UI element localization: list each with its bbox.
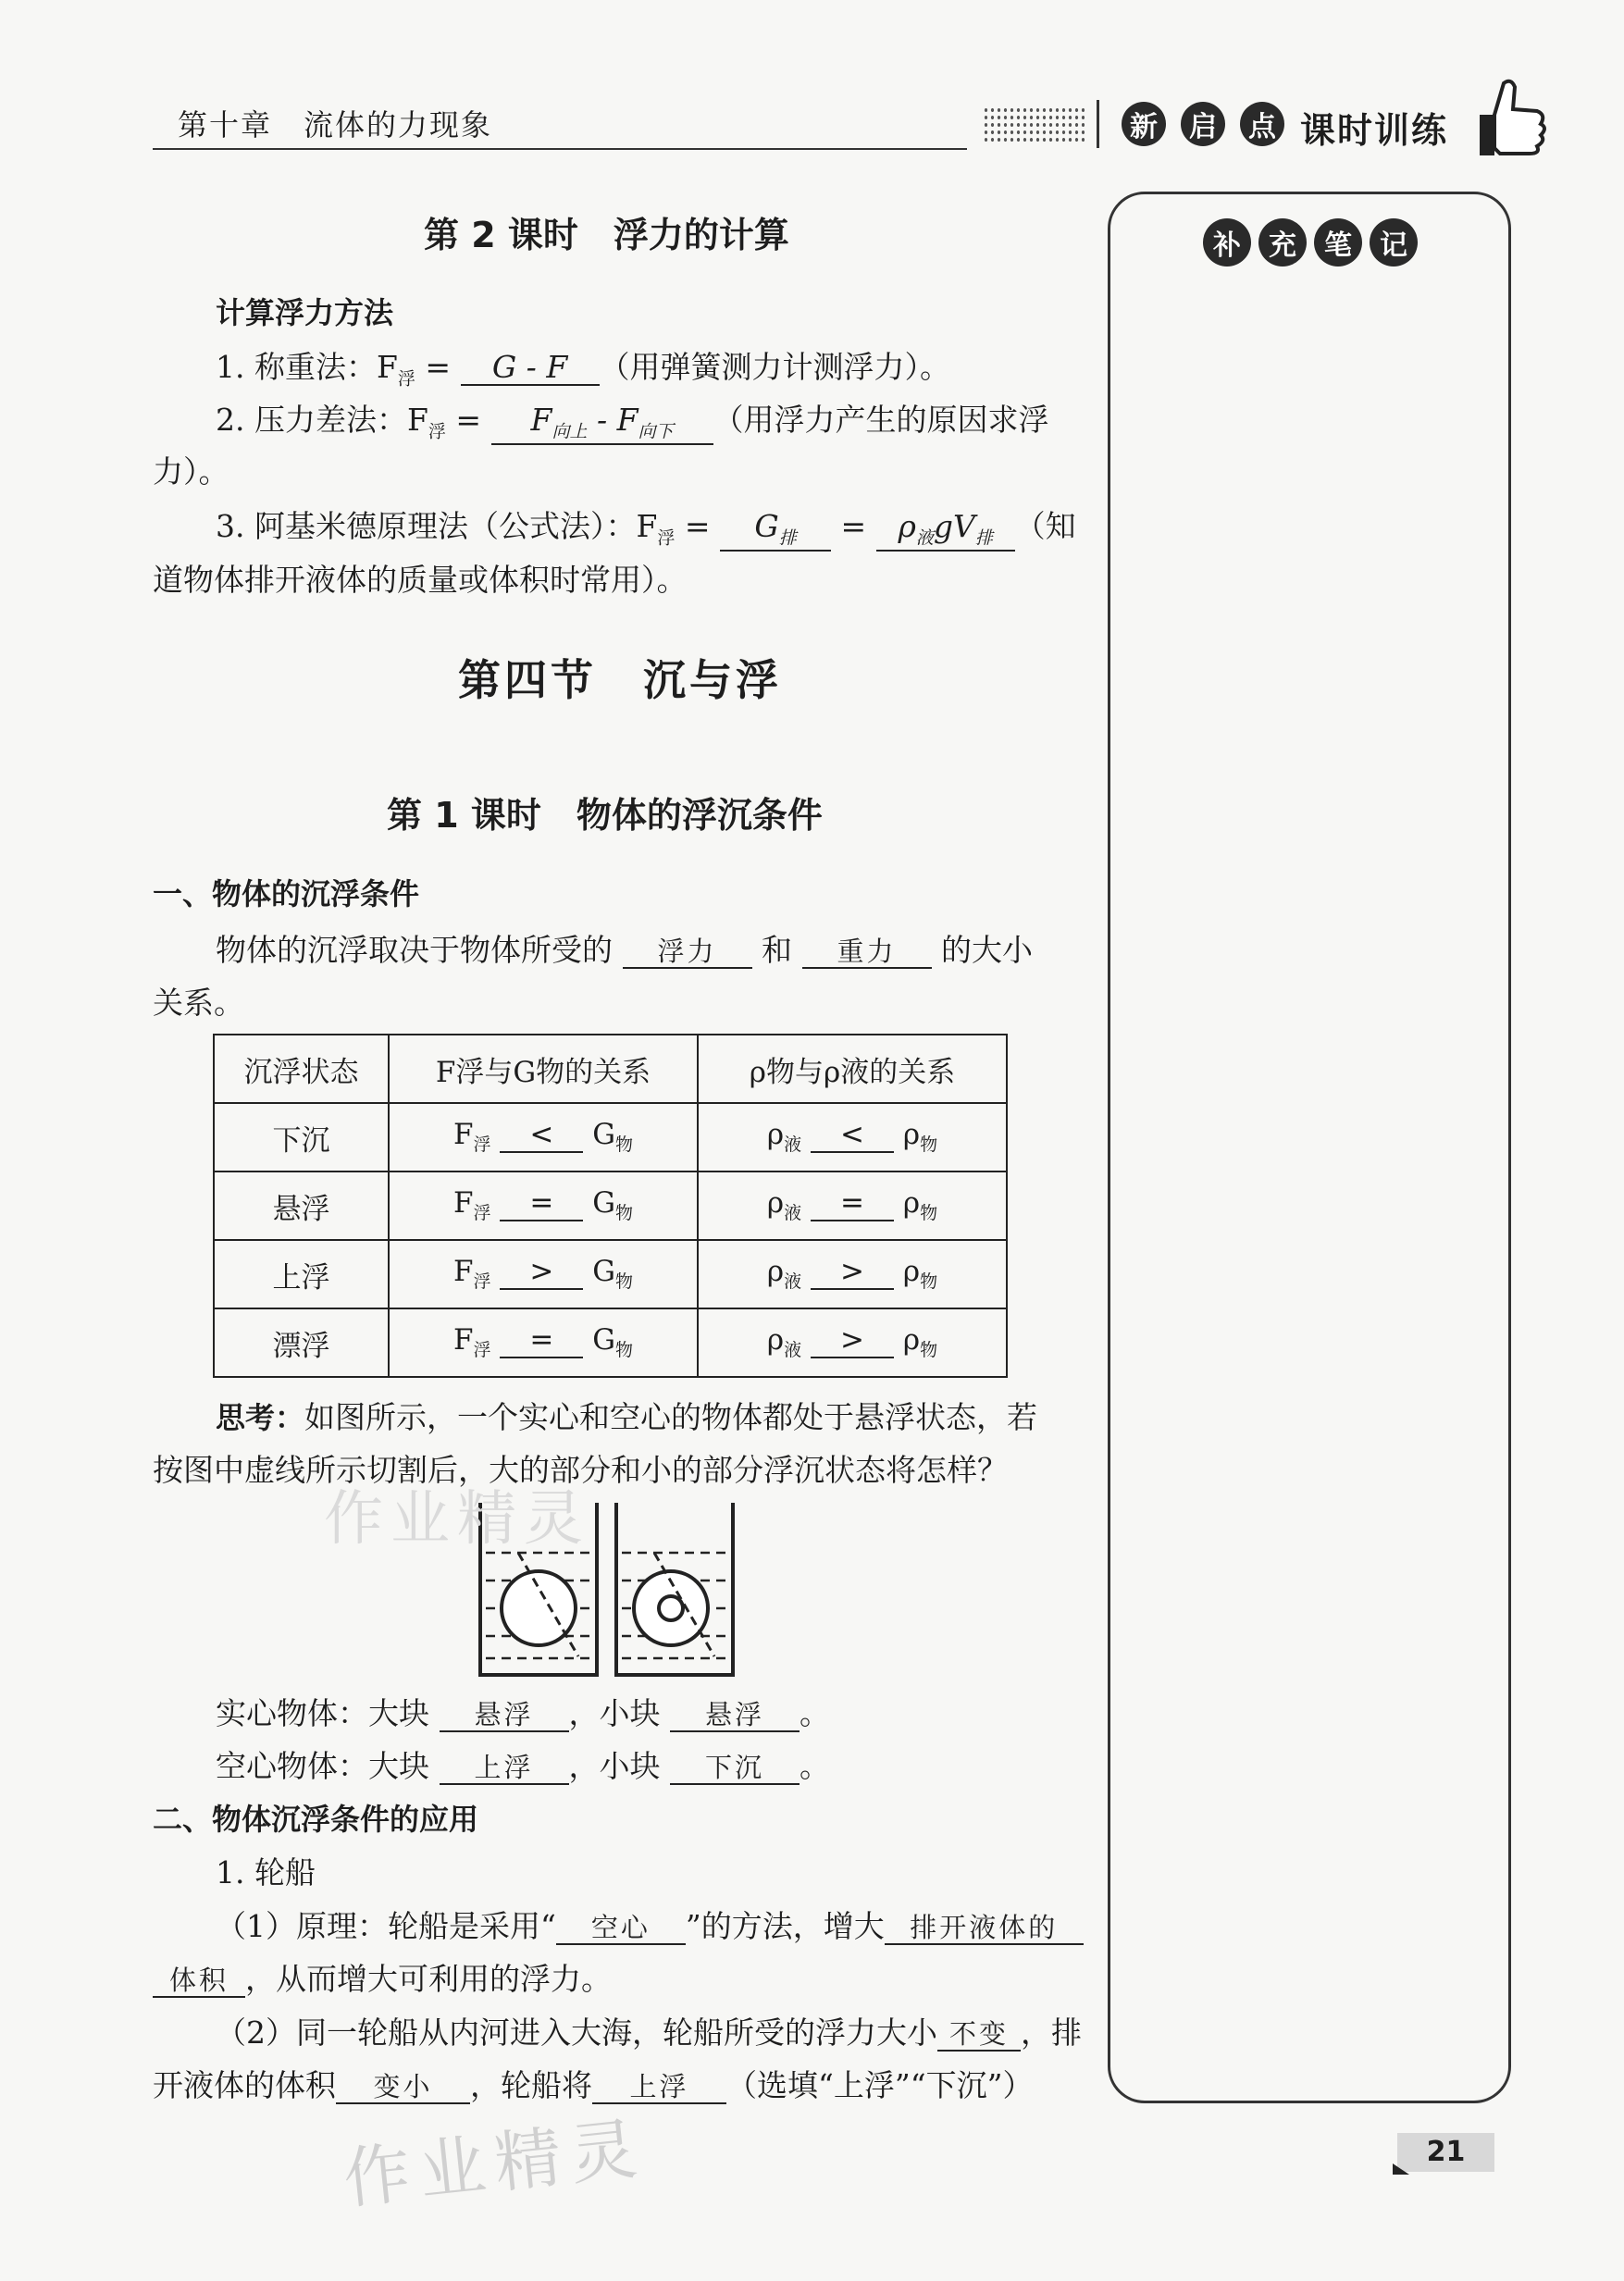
answer-blank: 空心 xyxy=(556,1915,686,1945)
lesson-title: 第 2 课时 浮力的计算 xyxy=(424,215,789,255)
watermark-bottom: 作业精灵 xyxy=(340,2109,651,2218)
notes-char: 充 xyxy=(1258,218,1307,267)
table-header-row xyxy=(214,1035,1007,1103)
answer-blank: 排开液体的 xyxy=(885,1915,1084,1945)
watermark-mid: 作业精灵 xyxy=(324,1485,590,1554)
method-3: 3. 阿基米德原理法（公式法）：$F_浮 = G_排 = \rho_液gV_排$ （知 xyxy=(216,511,1076,552)
ship-river-to-sea-cont: 开液体的体积 变小 ，轮船将 上浮 （选填“上浮”“下沉”） xyxy=(153,2067,1034,2103)
ship-principle: （1）原理：轮船是采用“ 空心 ”的方法，增大 排开液体的 xyxy=(216,1911,1084,1945)
method-1: 1. 称重法：$F_浮 = G - F$ （用弹簧测力计测浮力）。 xyxy=(216,349,951,390)
table-row xyxy=(214,1171,1007,1240)
ship-river-to-sea: （2）同一轮船从内河进入大海，轮船所受的浮力大小 不变 ，排 xyxy=(216,2014,1082,2051)
think-line-2: 按图中虚线所示切割后，大的部分和小的部分浮沉状态将怎样？ xyxy=(153,1452,1008,1488)
answer-blank: 浮力 xyxy=(623,938,752,969)
answer-blank: $\rho_液gV_排$ xyxy=(876,511,1015,552)
table-row xyxy=(214,1103,1007,1171)
state-cell: 下沉 xyxy=(214,1103,389,1171)
force-relation-cell: $F_浮 < G_物$ xyxy=(389,1103,698,1171)
method-3-cont: 道物体排开液体的质量或体积时常用）。 xyxy=(153,562,688,598)
answer-blank: 重力 xyxy=(802,938,932,969)
solid-answer: 实心物体：大块 悬浮 ，小块 悬浮 。 xyxy=(216,1695,830,1731)
answer-blank: 下沉 xyxy=(670,1754,800,1785)
notes-char: 记 xyxy=(1370,218,1418,267)
answer-blank: 悬浮 xyxy=(670,1702,800,1732)
ship-principle-cont: 体积 ，从而增大可利用的浮力。 xyxy=(153,1964,612,1998)
page-number: 21 xyxy=(1397,2133,1494,2172)
answer-blank: 不变 xyxy=(937,2021,1021,2052)
section-title: 第四节 沉与浮 xyxy=(458,655,782,705)
float-sink-table xyxy=(213,1034,1008,1378)
state-cell: 漂浮 xyxy=(214,1308,389,1377)
table-row xyxy=(214,1308,1007,1377)
force-relation-cell: $F_浮 = G_物$ xyxy=(389,1308,698,1377)
table-row xyxy=(214,1240,1007,1308)
condition-text-cont: 关系。 xyxy=(153,985,244,1021)
logo-char-1: 新 xyxy=(1122,102,1166,146)
header-rule xyxy=(153,148,967,150)
force-relation-cell: $F_浮 = G_物$ xyxy=(389,1171,698,1240)
state-cell: 上浮 xyxy=(214,1240,389,1308)
header-divider xyxy=(1097,100,1099,148)
notes-char: 补 xyxy=(1203,218,1251,267)
hollow-object-beaker-figure xyxy=(613,1499,738,1680)
chapter-title: 第十章 流体的力现象 xyxy=(178,107,493,143)
state-cell: 悬浮 xyxy=(214,1171,389,1240)
table-header: 沉浮状态 xyxy=(214,1035,389,1103)
answer-blank: $G_排$ xyxy=(720,511,831,552)
density-relation-cell: $\rho_液 < \rho_物$ xyxy=(698,1103,1007,1171)
method-2: 2. 压力差法：$F_浮 = F_{向上} - F_{向下}$ （用浮力产生的原因求浮 xyxy=(216,404,1049,445)
answer-blank: 悬浮 xyxy=(440,1702,569,1732)
logo-char-2: 启 xyxy=(1181,102,1225,146)
hollow-answer: 空心物体：大块 上浮 ，小块 下沉 。 xyxy=(216,1748,830,1784)
table-header: ρ物与ρ液的关系 xyxy=(698,1035,1007,1103)
think-line-1: 思考：如图所示，一个实心和空心的物体都处于悬浮状态，若 xyxy=(216,1399,1038,1435)
logo-text: 课时训练 xyxy=(1300,110,1449,151)
condition-text: 物体的沉浮取决于物体所受的 浮力 和 重力 的大小 xyxy=(216,932,1033,968)
notes-box xyxy=(1108,192,1511,2103)
logo-char-3: 点 xyxy=(1240,102,1284,146)
density-relation-cell: $\rho_液 > \rho_物$ xyxy=(698,1240,1007,1308)
part1-heading: 一、物体的沉浮条件 xyxy=(153,876,420,911)
answer-blank: 体积 xyxy=(153,1967,245,1998)
force-relation-cell: $F_浮 > G_物$ xyxy=(389,1240,698,1308)
header-dots xyxy=(983,106,1085,143)
answer-blank: 上浮 xyxy=(592,2074,726,2104)
ship-heading: 1. 轮船 xyxy=(216,1854,316,1891)
part2-heading: 二、物体沉浮条件的应用 xyxy=(153,1802,479,1837)
notes-char: 笔 xyxy=(1314,218,1362,267)
table-header: F浮与G物的关系 xyxy=(389,1035,698,1103)
answer-blank: $F_{向上} - F_{向下}$ xyxy=(491,404,713,445)
method-heading: 计算浮力方法 xyxy=(216,295,394,330)
density-relation-cell: $\rho_液 > \rho_物$ xyxy=(698,1308,1007,1377)
density-relation-cell: $\rho_液 = \rho_物$ xyxy=(698,1171,1007,1240)
thumbs-up-icon xyxy=(1476,74,1550,162)
answer-blank: G - F xyxy=(461,352,600,386)
method-2-cont: 力）。 xyxy=(153,453,229,490)
answer-blank: 上浮 xyxy=(440,1754,569,1785)
answer-blank: 变小 xyxy=(336,2074,470,2104)
page-number-corner xyxy=(1393,2163,1409,2175)
lesson-title-2: 第 1 课时 物体的浮沉条件 xyxy=(387,795,823,836)
notes-title xyxy=(1203,218,1418,267)
